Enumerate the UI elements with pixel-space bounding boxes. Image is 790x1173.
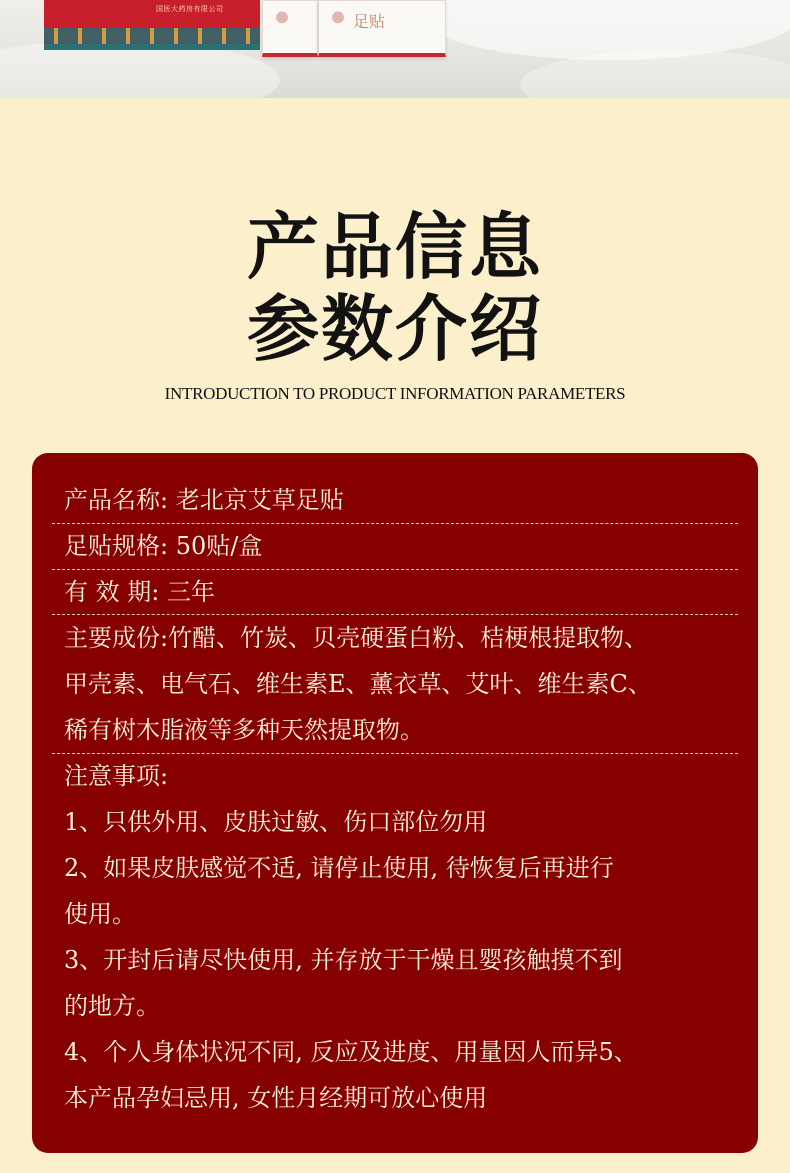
hero-product-photo [0,0,790,98]
footprint-icon [271,7,293,33]
validity-row: 有 效 期: 三年 [64,578,215,606]
product-box [44,0,260,50]
page-title-line-1: 产品信息 [246,204,543,289]
foot-patch-packet [262,0,318,57]
ingredients-row: 主要成份:竹醋、竹炭、贝壳硬蛋白粉、桔梗根提取物、 甲壳素、电气石、维生素E、薰衣草、艾叶、维生素C、 稀有树木脂液等多种天然提取物。 [64,624,652,744]
box-company-text: 国医大药房有限公司 [156,5,224,13]
product-info-card [32,453,758,1153]
page-subtitle: INTRODUCTION TO PRODUCT INFORMATION PARAMETERS [164,384,626,403]
title-block [0,206,790,370]
box-pattern [44,28,260,44]
footprint-icon [327,7,349,33]
notes-row: 注意事项: 1、只供外用、皮肤过敏、伤口部位勿用 2、如果皮肤感觉不适, 请停止使用, 待恢复后再进行 使用。 3、开封后请尽快使用, 并存放于干燥且婴孩触摸不到 的地方。 4、个人身体状况不同, 反应及进度、用量因人而异5、 本产品孕妇忌用, 女性月经期可放心使用 [64,762,638,1112]
page-title-line-2: 参数介绍 [246,286,543,371]
spec-row: 足贴规格: 50贴/盒 [64,532,263,560]
packet-label: 足贴 [353,12,386,31]
foot-patch-packet [318,0,446,57]
product-name-row: 产品名称: 老北京艾草足贴 [64,486,344,514]
